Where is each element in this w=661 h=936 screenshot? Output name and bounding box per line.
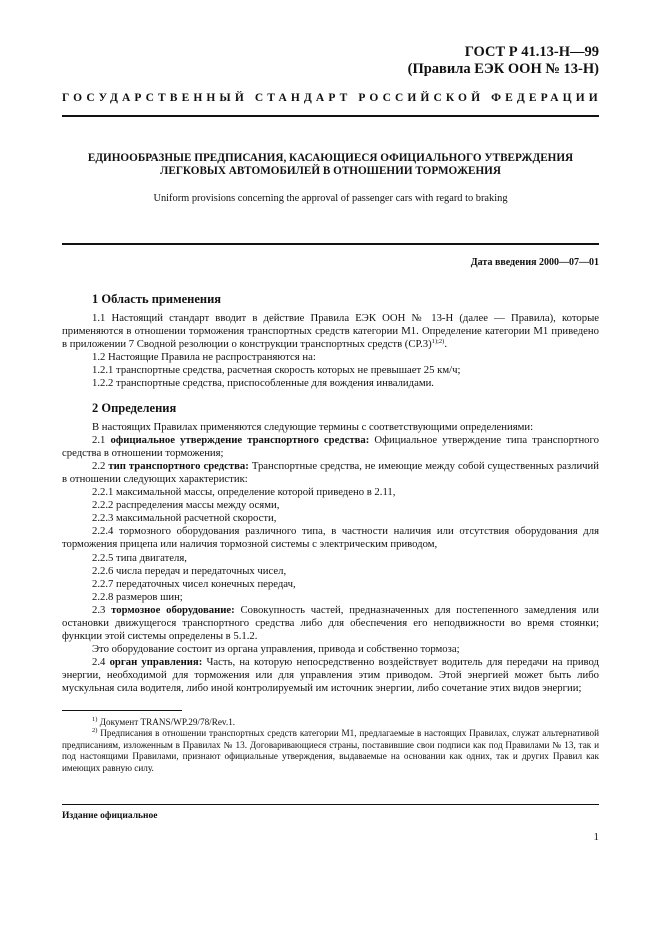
clause-1-1: 1.1 Настоящий стандарт вводит в действие Правила ЕЭК ООН № 13-Н (далее — Правила), которые применяются в отношении торможения транспортных средств категории М1. Определение категории М1 приведено в приложении 7 Сводной резолюции о конструкции транспортных средств $(СР.3)^{1);2)}$. <box>62 312 599 351</box>
definitions-intro: В настоящих Правилах применяются следующие термины с соответствующими определениями: <box>92 420 534 433</box>
clause-2-2: 2.2 тип транспортного средства: Транспортные средства, не имеющие между собой существенных различий в отношении следующих характеристик: <box>62 459 599 485</box>
footnote-separator <box>62 710 182 711</box>
clause-1-2-2: 1.2.2 транспортные средства, приспособленные для вождения инвалидами. <box>92 377 434 390</box>
term: орган управления: <box>109 656 203 669</box>
clause-1-2-1: 1.2.1 транспортные средства, расчетная скорость которых не превышает 25 км/ч; <box>92 364 461 377</box>
clause-2-2-5: 2.2.5 типа двигателя, <box>92 551 187 564</box>
clause-2-1: 2.1 официальное утверждение транспортного средства: Официальное утверждение типа транспортного средства в отношении торможения; <box>62 433 599 459</box>
footer-rule <box>62 804 599 805</box>
document-title <box>62 152 599 178</box>
official-edition-label: Издание официальное <box>62 811 158 821</box>
footnote-ref: 1);2) <box>431 338 445 346</box>
clause-2-2-4: 2.2.4 тормозного оборудования различного типа, в частности наличия или отсутствия оборудования для торможения прицепа или наличия тормозной системы с электрическим приводом, <box>62 525 599 551</box>
clause-2-3-note: Это оборудование состоит из органа управления, привода и собственно тормоза; <box>92 643 460 656</box>
clause-2-2-6: 2.2.6 числа передач и передаточных чисел, <box>92 564 287 577</box>
introduction-date: Дата введения 2000—07—01 <box>470 257 599 268</box>
state-standard-heading: ГОСУДАРСТВЕННЫЙ СТАНДАРТ РОССИЙСКОЙ ФЕДЕРАЦИИ <box>62 92 602 104</box>
section-1-heading: 1 Область применения <box>92 292 222 306</box>
term: тормозное оборудование: <box>111 603 235 616</box>
footnote-2: $^{2)}$ Предписания в отношении транспортных средств категории М1, предлагаемые в настоящих Правилах, служат альтернативой предписаниям, изложенным в Правилах № 13. Договаривающиеся страны, поставившие свои подписи как под Правилами № 13, так и под настоящими Правилами, признают официальные утверждения, выдаваемые на основании как одних, так и других Правил как имеющих равную силу. <box>62 727 599 773</box>
title-line-1: ЕДИНООБРАЗНЫЕ ПРЕДПИСАНИЯ, КАСАЮЩИЕСЯ ОФИЦИАЛЬНОГО УТВЕРЖДЕНИЯ <box>87 152 574 164</box>
clause-2-4: 2.4 орган управления: Часть, на которую непосредственно воздействует водитель для передачи на привод энергии, необходимой для торможения или для управления этим приводом. Этой энергией может быть либо мускульная сила водителя, либо иной контролируемый им источник энергии, либо сочетание этих видов энергии; <box>62 656 599 695</box>
clause-2-2-8: 2.2.8 размеров шин; <box>92 590 183 603</box>
clause-2-2-2: 2.2.2 распределения массы между осями, <box>92 499 280 512</box>
document-body <box>62 292 599 775</box>
title-rule <box>62 243 599 245</box>
page-number: 1 <box>593 831 599 843</box>
standard-code-gost: ГОСТ Р 41.13-Н—99 <box>464 44 599 60</box>
standard-code <box>408 44 599 78</box>
section-2-heading: 2 Определения <box>92 400 177 415</box>
standard-code-unece: (Правила ЕЭК ООН № 13-Н) <box>407 61 599 77</box>
clause-1-2: 1.2 Настоящие Правила не распространяются на: <box>92 351 316 364</box>
term: официальное утверждение транспортного средства: <box>110 433 370 446</box>
term: тип транспортного средства: <box>108 459 249 472</box>
clause-2-3: 2.3 тормозное оборудование: Совокупность частей, предназначенных для постепенного замедления или остановки движущегося транспортного средства либо для обеспечения его неподвижности во время стоянки; функции этой системы определены в 5.1.2. <box>62 603 599 643</box>
clause-2-2-3: 2.2.3 максимальной расчетной скорости, <box>92 512 277 525</box>
english-title: Uniform provisions concerning the approval of passenger cars with regard to braking <box>153 193 508 204</box>
title-line-2: ЛЕГКОВЫХ АВТОМОБИЛЕЙ В ОТНОШЕНИИ ТОРМОЖЕНИЯ <box>160 165 501 177</box>
clause-2-2-1: 2.2.1 максимальной массы, определение которой приведено в 2.11, <box>92 486 396 499</box>
header-rule <box>62 115 599 117</box>
clause-2-2-7: 2.2.7 передаточных чисел конечных передач, <box>92 577 296 590</box>
footnote-1: $^{1)}$ Документ TRANS/WP.29/78/Rev.1. <box>92 715 236 727</box>
